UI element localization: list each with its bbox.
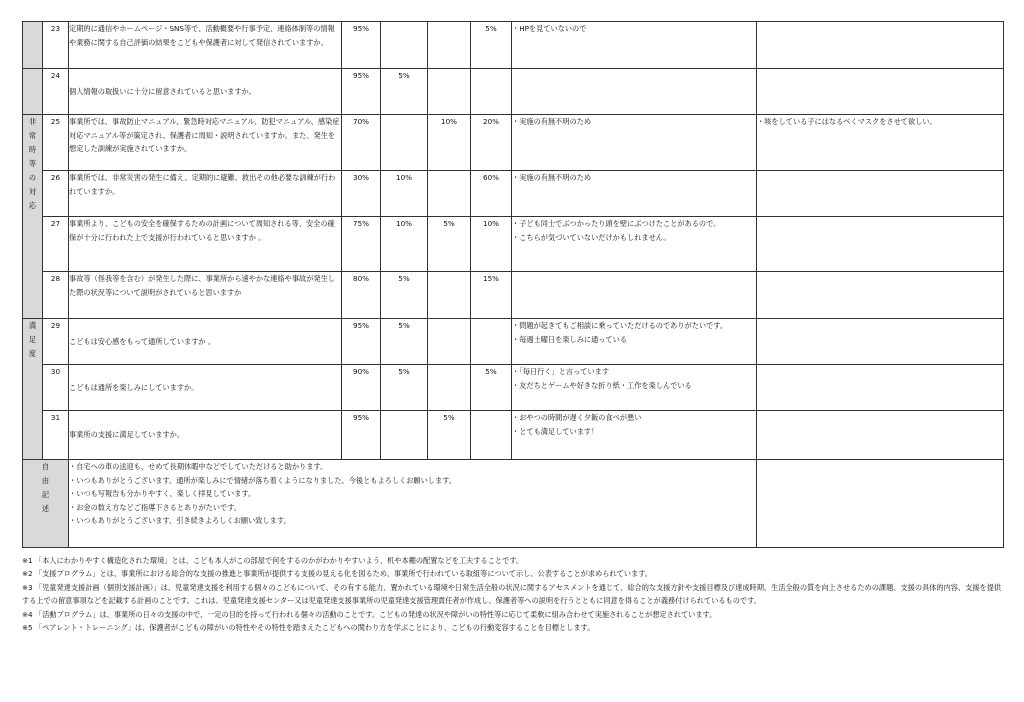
category-satisfaction <box>23 319 43 460</box>
comment-cell <box>512 365 757 411</box>
comment-cell <box>512 22 757 69</box>
pct-cell-4 <box>471 69 512 115</box>
table-row <box>23 171 1004 217</box>
free-comments-cell <box>69 460 757 548</box>
free-comment: ・いつもありがとうございます、引き続きよろしくお願い致します。 <box>69 516 291 526</box>
pct-cell-4 <box>471 411 512 460</box>
question-text: こどもは通所を楽しみにしていますか。 <box>69 365 342 411</box>
question-text: 事業所では、非常災害の発生に備え、定期的に避難、救出その他必要な訓練が行われていますか。 <box>69 171 342 217</box>
footnote-5: ※5 「ペアレント・トレーニング」は、保護者がこどもの障がいの特性やその特性を踏まえたこどもへの関わり方を学ぶことにより、こどもの行動変容することを目標とします。 <box>22 623 595 633</box>
pct-cell-1: 75% <box>342 217 381 272</box>
category-cell-blank <box>23 69 43 115</box>
pct-cell-3 <box>428 69 471 115</box>
footnote-4: ※4 「活動プログラム」は、事業所の日々の支援の中で、一定の目的を持って行われる個々の活動のことです。こどもの発達の状況や障がいの特性等に応じて柔軟に組み合わせて実施されることが想定されています。 <box>22 609 717 619</box>
pct-cell-2 <box>381 411 428 460</box>
pct-cell-1: 95% <box>342 319 381 365</box>
free-comment: ・いつもありがとうございます。通所が楽しみにで情緒が落ち着くようになりました。今後ともよろしくお願いします。 <box>69 475 456 485</box>
comment-line: ・問題が起きてもご相談に乗っていただけるのでありがたいです。 <box>512 321 728 330</box>
pct-cell-2 <box>381 115 428 171</box>
table-row <box>23 22 1004 69</box>
category-label: 非常時等の対応 <box>28 117 37 210</box>
pct-cell-3 <box>428 319 471 365</box>
pct-cell-1: 90% <box>342 365 381 411</box>
reply-cell <box>757 365 1004 411</box>
table-row <box>23 69 1004 115</box>
free-reply-cell <box>757 460 1004 548</box>
question-text: 事業所より、こどもの安全を確保するための計画について周知される等、安全の確保が十分に行われた上で支援が行われていると思いますか 。 <box>69 217 342 272</box>
pct-cell-4: 60% <box>471 171 512 217</box>
table-row <box>23 115 1004 171</box>
question-text: 事故等（怪我等を含む）が発生した際に、事業所から速やかな連絡や事故が発生した際の状況等について説明がされていると思いますか <box>69 272 342 319</box>
category-free <box>23 460 69 548</box>
comment-cell <box>512 115 757 171</box>
pct-cell-4: 15% <box>471 272 512 319</box>
comment-line: ・おやつの時間が遅く夕飯の食べが悪い <box>512 413 642 422</box>
reply-cell <box>757 411 1004 460</box>
pct-cell-4: 5% <box>471 365 512 411</box>
question-text: 事業所では、事故防止マニュアル、緊急時対応マニュアル、防犯マニュアル、感染症対応マニュアル等が策定され、保護者に周知・説明されていますか。また、発生を想定した訓練が実施されていますか。 <box>69 115 342 171</box>
table-row <box>23 319 1004 365</box>
row-number: 30 <box>43 365 69 411</box>
reply-cell <box>757 22 1004 69</box>
reply-cell <box>757 171 1004 217</box>
pct-cell-2: 10% <box>381 217 428 272</box>
comment-line: ・友だちとゲームや好きな折り紙・工作を楽しんでいる <box>512 380 692 390</box>
reply-cell <box>757 272 1004 319</box>
pct-cell-1: 95% <box>342 22 381 69</box>
question-text: 定期的に通信やホームページ・SNS等で、活動概要や行事予定、連絡体制等の情報や業務に関する自己評価の結果をこどもや保護者に対して発信されていますか。 <box>69 22 342 69</box>
comment-cell <box>512 272 757 319</box>
reply-cell <box>757 217 1004 272</box>
survey-table <box>22 21 1004 548</box>
comment-line: ・毎週土曜日を楽しみに通っている <box>512 334 628 344</box>
reply-cell: ・咳をしている子にはなるべくマスクをさせて欲しい。 <box>757 115 1004 171</box>
row-number: 28 <box>43 272 69 319</box>
question-text: 個人情報の取扱いに十分に留意されていると思いますか。 <box>69 69 342 115</box>
category-label: 自由記述 <box>41 462 50 513</box>
reply-cell <box>757 69 1004 115</box>
row-number: 25 <box>43 115 69 171</box>
pct-cell-2: 5% <box>381 365 428 411</box>
pct-cell-4: 20% <box>471 115 512 171</box>
comment-cell <box>512 69 757 115</box>
category-cell-blank <box>23 22 43 69</box>
pct-cell-1: 70% <box>342 115 381 171</box>
free-comment: ・お金の数え方などご指導下さるとありがたいです。 <box>69 502 241 512</box>
table-row <box>23 217 1004 272</box>
row-number: 27 <box>43 217 69 272</box>
pct-cell-1: 80% <box>342 272 381 319</box>
pct-cell-3 <box>428 272 471 319</box>
pct-cell-1: 95% <box>342 411 381 460</box>
footnote-2: ※2 「支援プログラム」とは、事業所における総合的な支援の推進と事業所が提供する支援の見える化を図るため、事業所で行われている取組等について示し、公表することが求められています。 <box>22 569 652 579</box>
pct-cell-2: 5% <box>381 319 428 365</box>
reply-cell <box>757 319 1004 365</box>
table-row <box>23 365 1004 411</box>
pct-cell-2 <box>381 22 428 69</box>
pct-cell-3 <box>428 22 471 69</box>
table-row <box>23 411 1004 460</box>
comment-cell <box>512 319 757 365</box>
comment-line: ・HPを見ていないので <box>512 24 587 33</box>
pct-cell-3 <box>428 365 471 411</box>
comment-line: ・実施の有無不明のため <box>512 173 592 182</box>
free-description-row <box>23 460 1004 548</box>
row-number: 29 <box>43 319 69 365</box>
comment-line: ・こちらが気づいていないだけかもしれません。 <box>512 232 671 242</box>
pct-cell-4: 10% <box>471 217 512 272</box>
question-text: こどもは安心感をもって通所していますか 。 <box>69 319 342 365</box>
row-number: 31 <box>43 411 69 460</box>
pct-cell-3: 10% <box>428 115 471 171</box>
free-comment: ・いつも写報告も分かりやすく、楽しく拝見しています。 <box>69 489 256 499</box>
question-text: 事業所の支援に満足していますか。 <box>69 411 342 460</box>
comment-line: ・とても満足しています！ <box>512 426 599 436</box>
table-row <box>23 272 1004 319</box>
comment-cell <box>512 171 757 217</box>
pct-cell-4: 5% <box>471 22 512 69</box>
footnote-3: ※3 「児童発達支援計画（個別支援計画）」は、児童発達支援を利用する個々のこどもについて、その有する能力、置かれている環境や日常生活全般の状況に関するアセスメントを通じて、総合的な支援方針や支援目標及び達成時期、生活全般の質を向上させるための課題、支援の具体的内容、支援を提供する上での留意事項などを記載する計画のことです。これは、児童発達支援センター又は児童発達支援事業所の児童発達支援管理責任者が作成し、保護者等への説明を行うとともに同意を得ることが義務付けられているものです。 <box>22 582 1002 606</box>
comment-line: ・実施の有無不明のため <box>512 117 592 126</box>
pct-cell-2: 5% <box>381 69 428 115</box>
row-number: 24 <box>43 69 69 115</box>
footnotes <box>22 554 1004 634</box>
pct-cell-3: 5% <box>428 411 471 460</box>
free-comment: ・自宅への車の送迎も、せめて長期休暇中などでしていただけると助かります。 <box>69 462 328 471</box>
row-number: 23 <box>43 22 69 69</box>
comment-cell <box>512 411 757 460</box>
pct-cell-2: 10% <box>381 171 428 217</box>
pct-cell-1: 30% <box>342 171 381 217</box>
row-number: 26 <box>43 171 69 217</box>
category-emergency <box>23 115 43 319</box>
pct-cell-3: 5% <box>428 217 471 272</box>
pct-cell-1: 95% <box>342 69 381 115</box>
category-label: 満足度 <box>28 321 37 358</box>
pct-cell-2: 5% <box>381 272 428 319</box>
footnote-1: ※1 「本人にわかりやすく構造化された環境」とは、こども本人がこの部屋で何をするのかがわかりやすいよう、机や本棚の配置などを工夫することです。 <box>22 556 524 565</box>
pct-cell-3 <box>428 171 471 217</box>
pct-cell-4 <box>471 319 512 365</box>
comment-line: ・子ども同士でぶつかったり頭を壁にぶつけたことがあるので。 <box>512 219 721 228</box>
comment-line: ・「毎日行く」と言っています <box>512 367 610 376</box>
comment-cell <box>512 217 757 272</box>
